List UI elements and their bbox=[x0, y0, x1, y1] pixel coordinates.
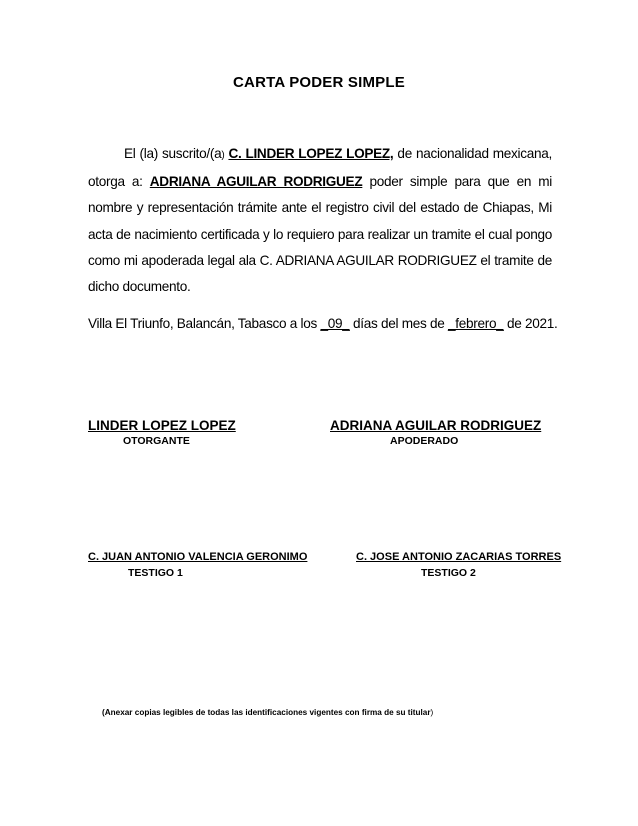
place-prefix: Villa El Triunfo, Balancán, Tabasco a los bbox=[88, 316, 321, 331]
place-month: _febrero_ bbox=[447, 316, 504, 331]
grantor-signature-name: LINDER LOPEZ LOPEZ bbox=[88, 418, 236, 433]
place-middle: días del mes de bbox=[349, 316, 448, 331]
grantor-role: OTORGANTE bbox=[123, 435, 190, 447]
place-day: _09_ bbox=[320, 316, 350, 331]
witness-1-name: C. JUAN ANTONIO VALENCIA GERONIMO bbox=[88, 551, 308, 563]
witness-1-role: TESTIGO 1 bbox=[128, 567, 183, 579]
body-intro: El (la) suscrito/(a bbox=[124, 146, 222, 161]
body-rest: poder simple para que en mi nombre y representación trámite ante el registro civil del estado de Chiapas, Mi acta de nacimiento certificada y lo requiero para realizar un tramite el cual pongo como mi apoderada legal ala C. ADRIANA AGUILAR RODRIGUEZ el tramite de dicho documento. bbox=[88, 174, 552, 295]
footnote bbox=[102, 708, 433, 717]
place-suffix: de 2021. bbox=[503, 316, 558, 331]
footnote-text: Anexar copias legibles de todas las identificaciones vigentes con firma de su titular bbox=[104, 708, 431, 717]
place-date-line bbox=[88, 316, 558, 331]
body-after-grantor: de nacionalidad mexicana, otorga a: bbox=[88, 146, 552, 190]
footnote-open: ( bbox=[102, 708, 105, 717]
witness-2-role: TESTIGO 2 bbox=[421, 567, 476, 579]
grantee-name-inline: ADRIANA AGUILAR RODRIGUEZ bbox=[149, 174, 363, 190]
body-paren: ) bbox=[221, 150, 225, 161]
grantee-signature-name: ADRIANA AGUILAR RODRIGUEZ bbox=[330, 418, 542, 433]
body-paragraph bbox=[88, 141, 552, 300]
grantee-role: APODERADO bbox=[390, 435, 459, 447]
grantor-name-inline: C. LINDER LOPEZ LOPEZ, bbox=[228, 146, 394, 161]
witness-2-name: C. JOSE ANTONIO ZACARIAS TORRES bbox=[356, 551, 562, 563]
document-title: CARTA PODER SIMPLE bbox=[233, 74, 405, 91]
footnote-close: ) bbox=[430, 708, 434, 717]
